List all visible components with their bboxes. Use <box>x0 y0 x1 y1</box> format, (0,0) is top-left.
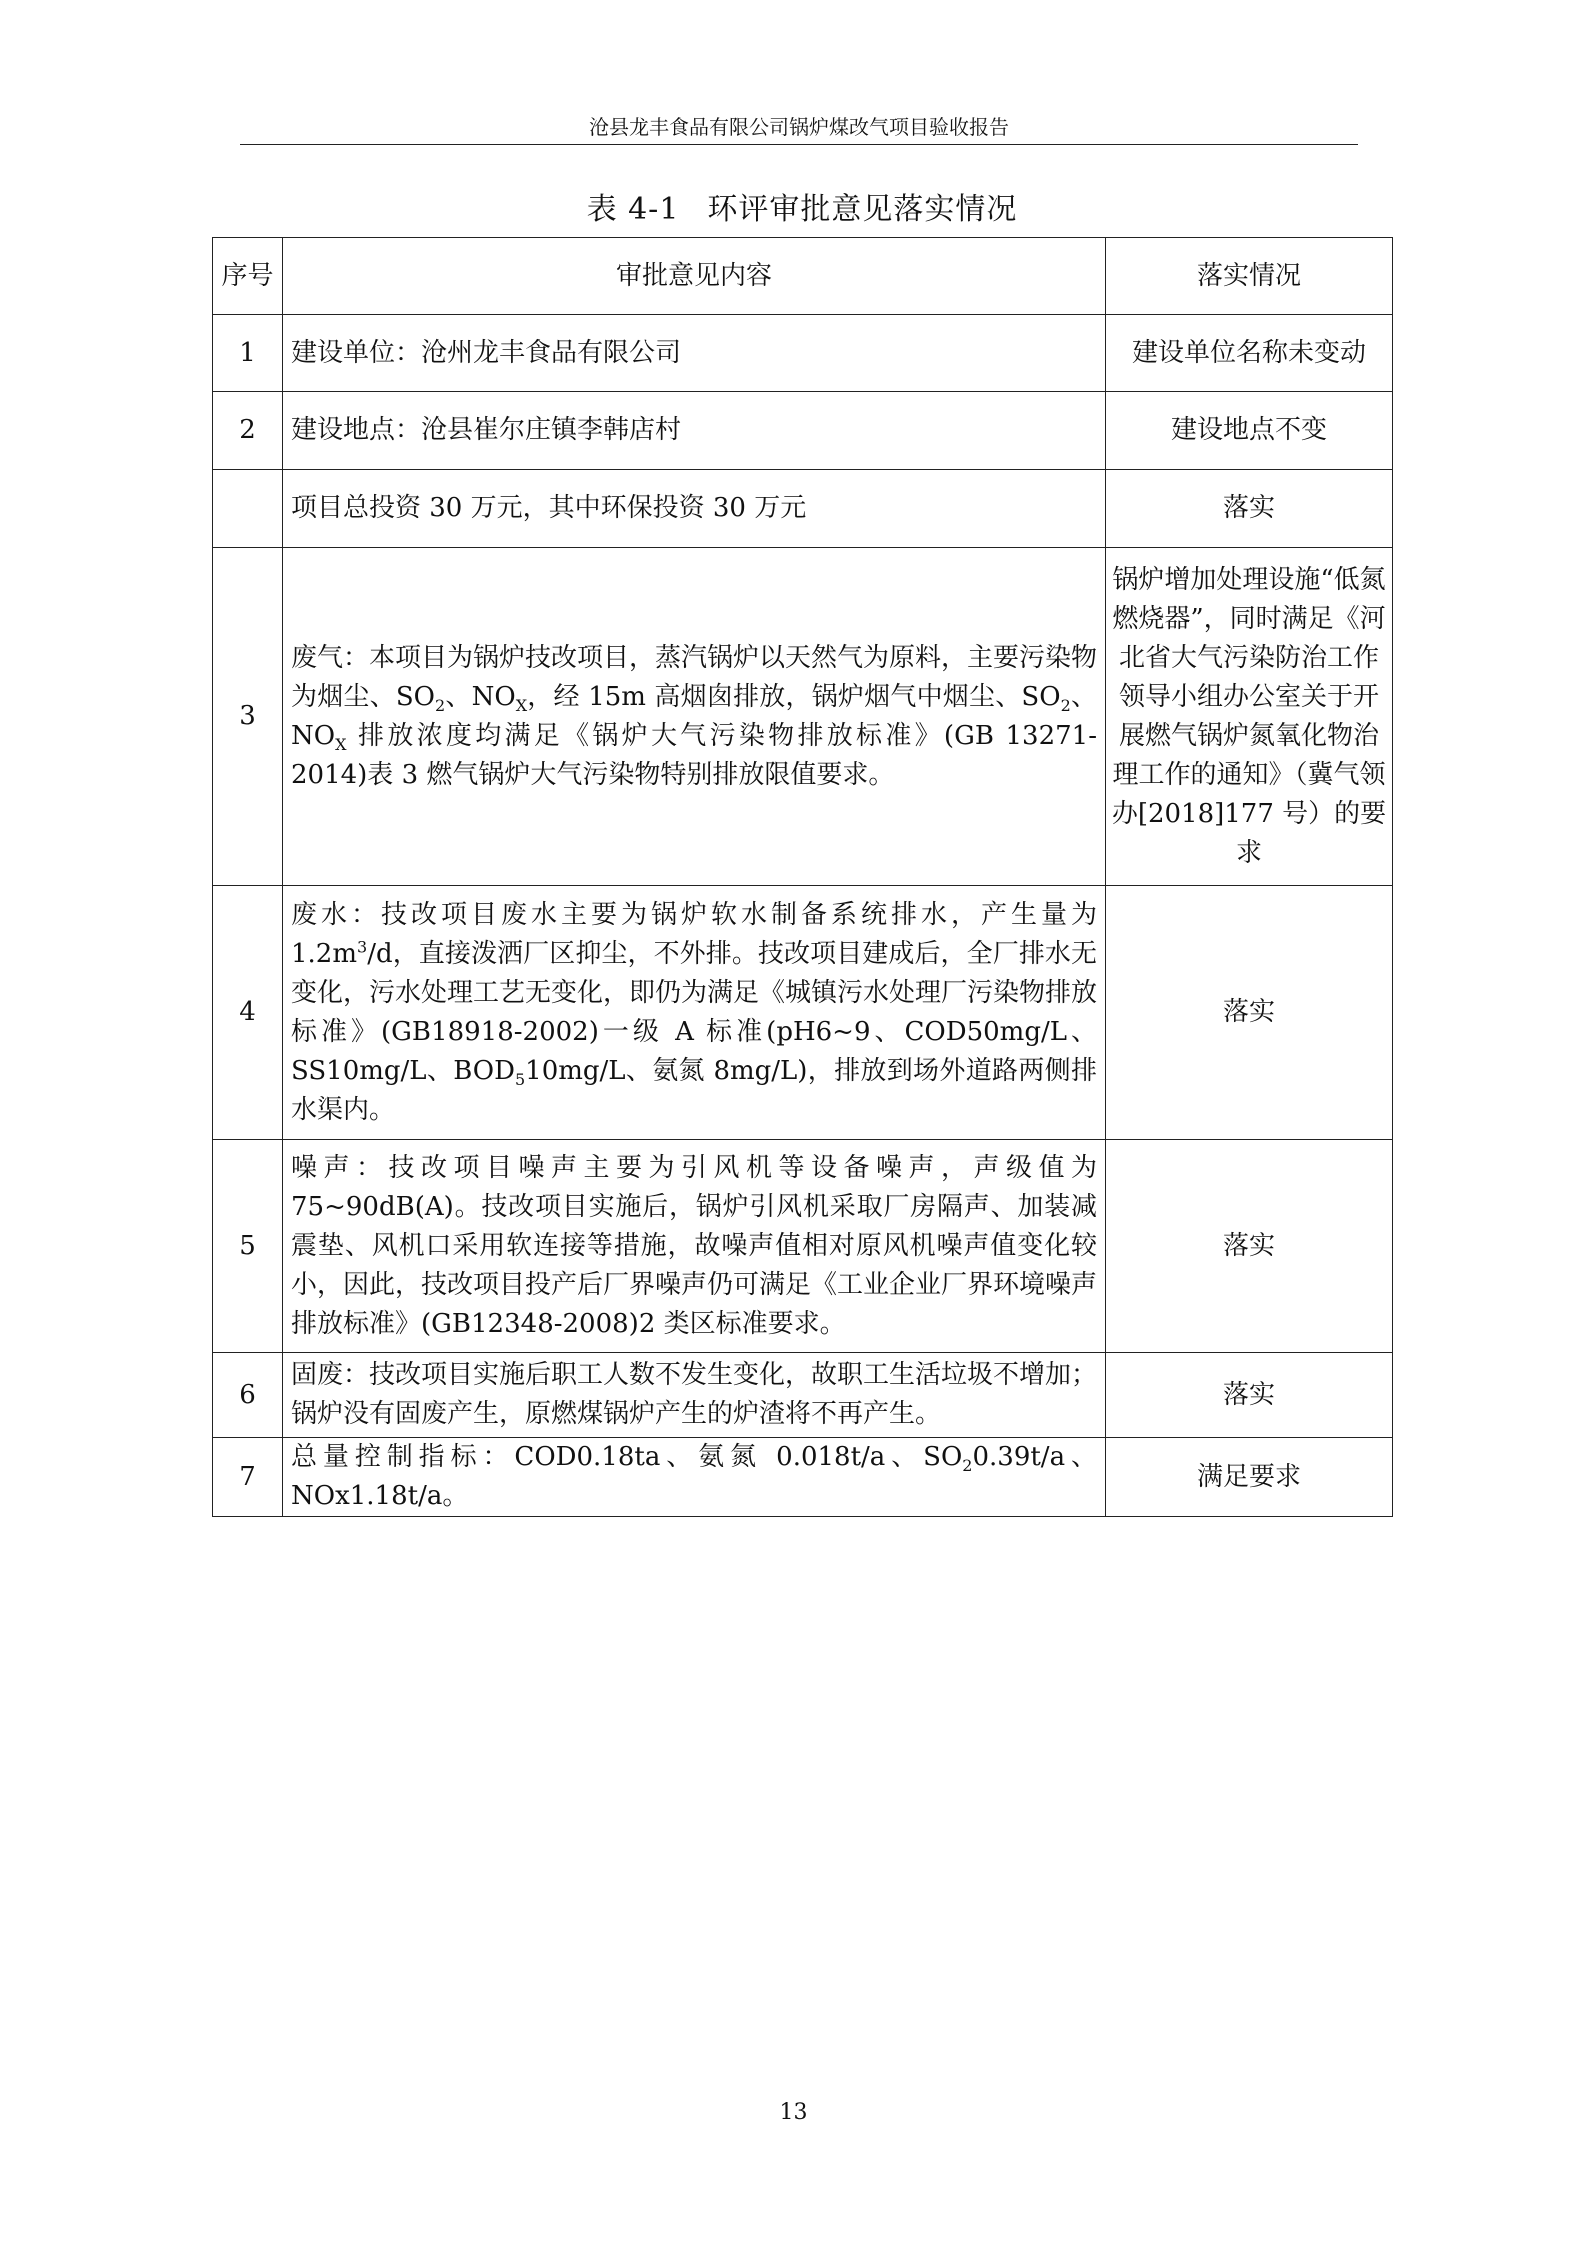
text-segment: 排放浓度均满足《锅炉大气污染物排放标准》(GB 13271-2014)表 3 燃气锅炉大气污染物特别排放限值要求。 <box>291 720 1097 790</box>
subscript: 2 <box>435 695 446 715</box>
row-content: 项目总投资 30 万元，其中环保投资 30 万元 <box>283 470 1106 548</box>
table-row <box>213 1438 1393 1517</box>
row-status: 落实 <box>1106 470 1393 548</box>
text-segment: 10mg/L、氨氮 8mg/L)，排放到场外道路两侧排水渠内。 <box>291 1055 1097 1125</box>
row-content: 固废：技改项目实施后职工人数不发生变化，故职工生活垃圾不增加；锅炉没有固废产生，原燃煤锅炉产生的炉渣将不再产生。 <box>283 1353 1106 1438</box>
row-no: 1 <box>213 315 283 392</box>
row-content <box>283 548 1106 886</box>
row-status: 建设单位名称未变动 <box>1106 315 1393 392</box>
table-number: 表 4-1 <box>586 192 680 227</box>
row-no: 5 <box>213 1140 283 1353</box>
table-row <box>213 886 1393 1140</box>
row-status: 锅炉增加处理设施“低氮燃烧器”，同时满足《河北省大气污染防治工作领导小组办公室关于开展燃气锅炉氮氧化物治理工作的通知》（冀气领办[2018]177 号）的要求 <box>1106 548 1393 886</box>
header-status: 落实情况 <box>1106 238 1393 315</box>
table-row <box>213 548 1393 886</box>
subscript: 5 <box>514 1069 526 1089</box>
row-content <box>283 1438 1106 1517</box>
table-title: 环评审批意见落实情况 <box>707 192 1018 227</box>
page-header: 沧县龙丰食品有限公司锅炉煤改气项目验收报告 <box>240 110 1358 145</box>
header-no: 序号 <box>213 238 283 315</box>
approval-table <box>212 237 1393 1517</box>
table-row <box>213 392 1393 470</box>
subscript: X <box>335 734 347 754</box>
row-content: 建设地点：沧县崔尔庄镇李韩店村 <box>283 392 1106 470</box>
subscript: 2 <box>1060 695 1071 715</box>
row-status: 落实 <box>1106 1353 1393 1438</box>
table-caption <box>212 190 1392 230</box>
text-segment: 废水：技改项目废水主要为锅炉软水制备系统排水，产生量为 1.2m <box>291 899 1097 969</box>
text-segment: 、NO <box>445 681 516 712</box>
table-row <box>213 1140 1393 1353</box>
row-no: 4 <box>213 886 283 1140</box>
row-status: 落实 <box>1106 1140 1393 1353</box>
text-segment: 总量控制指标：COD0.18ta、氨氮 0.018t/a、SO <box>291 1442 963 1472</box>
text-segment: 、NO <box>291 681 1097 751</box>
subscript: 2 <box>962 1456 973 1476</box>
row-content: 噪声：技改项目噪声主要为引风机等设备噪声，声级值为 75~90dB(A)。技改项目实施后，锅炉引风机采取厂房隔声、加装减震垫、风机口采用软连接等措施，故噪声值相对原风机噪声值变化较小，因此，技改项目投产后厂界噪声仍可满足《工业企业厂界环境噪声排放标准》(GB12348-2008)2 类区标准要求。 <box>283 1140 1106 1353</box>
text-segment: 废气：本项目为锅炉技改项目，蒸汽锅炉以天然气为原料，主要污染物为烟尘、SO <box>291 642 1098 712</box>
subscript: X <box>515 695 528 715</box>
row-content: 建设单位：沧州龙丰食品有限公司 <box>283 315 1106 392</box>
row-no: 2 <box>213 392 283 470</box>
row-content <box>283 886 1106 1140</box>
row-no: 6 <box>213 1353 283 1438</box>
table-row <box>213 470 1393 548</box>
text-segment: /d，直接泼洒厂区抑尘，不外排。技改项目建成后，全厂排水无变化，污水处理工艺无变化，即仍为满足《城镇污水处理厂污染物排放标准》(GB18918-2002)一级 A 标准(pH6~9、COD50mg/L、SS10mg/L、BOD <box>291 938 1098 1086</box>
superscript: 3 <box>357 936 368 956</box>
row-no: 3 <box>213 548 283 886</box>
page-number: 13 <box>779 2100 808 2125</box>
row-no: 7 <box>213 1438 283 1517</box>
row-status: 建设地点不变 <box>1106 392 1393 470</box>
header-content: 审批意见内容 <box>283 238 1106 315</box>
row-status: 落实 <box>1106 886 1393 1140</box>
text-segment: 0.39t/a、NOx1.18t/a。 <box>291 1442 1097 1511</box>
text-segment: ，经 15m 高烟囱排放，锅炉烟气中烟尘、SO <box>527 681 1061 712</box>
row-no <box>213 470 283 548</box>
table-row <box>213 315 1393 392</box>
table-header-row <box>213 238 1393 315</box>
row-status: 满足要求 <box>1106 1438 1393 1517</box>
table-row <box>213 1353 1393 1438</box>
